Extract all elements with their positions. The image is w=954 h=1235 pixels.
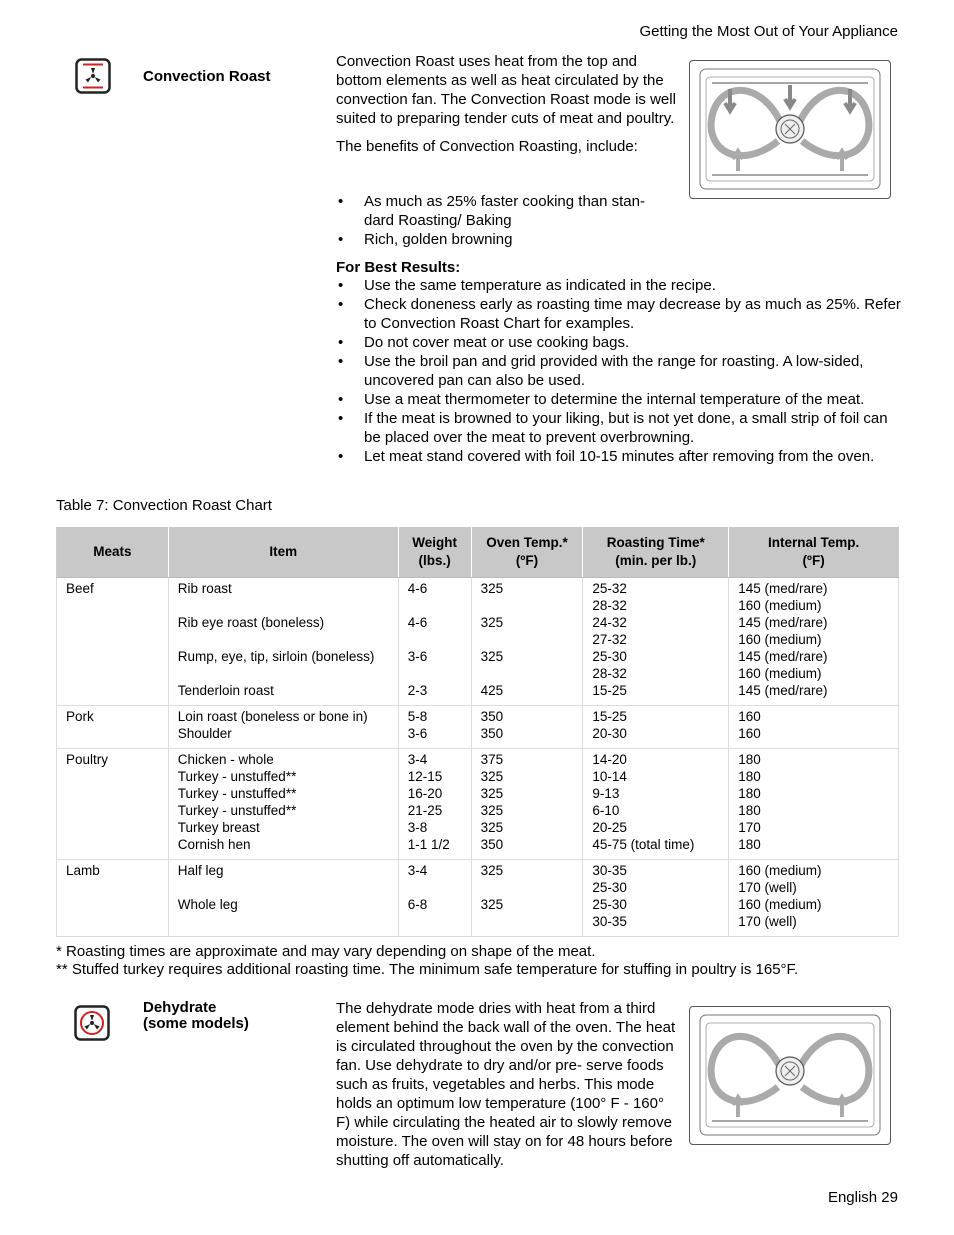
weight-cell: 4-6 4-6 3-6 2-3 [398,578,471,706]
table-row [57,860,899,937]
oven-temp-cell: 350 350 [471,706,583,749]
benefits-list [336,192,671,249]
list-item: • Let meat stand covered with foil 10-15 minutes after removing from the oven. [336,447,901,466]
list-item: • Use the broil pan and grid provided with the range for roasting. A low-sided, uncovered pan can also be used. [336,352,901,390]
convection-roast-oven-diagram [689,60,891,199]
column-header-weight: Weight (lbs.) [398,527,471,578]
convection-fan-icon [75,58,111,94]
oven-temp-cell: 375 325 325 325 325 350 [471,749,583,860]
item-cell: Loin roast (boneless or bone in) Shoulder [168,706,398,749]
meat-cell: Pork [57,706,169,749]
dehydrate-title: Dehydrate (some models) [143,999,249,1032]
dehydrate-oven-diagram [689,1006,891,1145]
oven-temp-cell: 325 325 [471,860,583,937]
convection-roast-table [56,526,899,937]
roasting-time-cell: 15-25 20-30 [583,706,729,749]
table-row [57,578,899,706]
roasting-time-cell: 25-32 28-32 24-32 27-32 25-30 28-32 15-25 [583,578,729,706]
list-item: • Do not cover meat or use cooking bags. [336,333,901,352]
list-item: • Use the same temperature as indicated in the recipe. [336,276,901,295]
dehydrate-description: The dehydrate mode dries with heat from a third element behind the back wall of the oven. The heat is circulated throughout the oven by the convection fan. Use dehydrate to dry and/or pre- serve foods such as fruits, vegetables and herbs. This mode holds an optimum low temperature (100° F - 160° F) while circulating the heated air to slowly remove moisture. The oven will stay on for 48 hours before shutting off automatically. [336,1000,676,1169]
internal-temp-cell: 145 (med/rare) 160 (medium) 145 (med/rare) 160 (medium) 145 (med/rare) 160 (medium) 145 (med/rare) [729,578,899,706]
running-header: Getting the Most Out of Your Appliance [639,23,898,40]
meat-cell: Lamb [57,860,169,937]
table-caption: Table 7: Convection Roast Chart [56,497,272,514]
list-item: • As much as 25% faster cooking than stan- dard Roasting/ Baking [336,192,671,230]
internal-temp-cell: 160 (medium) 170 (well) 160 (medium) 170 (well) [729,860,899,937]
column-header-oven-temp: Oven Temp.* (ºF) [471,527,583,578]
roasting-time-cell: 14-20 10-14 9-13 6-10 20-25 45-75 (total time) [583,749,729,860]
best-results-title: For Best Results: [336,259,461,276]
best-results-list [336,276,901,466]
list-item: • Rich, golden browning [336,230,671,249]
intro-paragraph: Convection Roast uses heat from the top and bottom elements as well as heat circulated by the convection fan. The Convection Roast mode is well suited to preparing tender cuts of meat and poultry. [336,53,676,127]
column-header-roasting-time: Roasting Time* (min. per lb.) [583,527,729,578]
table-row [57,749,899,860]
roasting-time-cell: 30-35 25-30 25-30 30-35 [583,860,729,937]
column-header-internal-temp: Internal Temp. (ºF) [729,527,899,578]
column-header-meats: Meats [57,527,169,578]
column-header-item: Item [168,527,398,578]
list-item: • If the meat is browned to your liking, but is not yet done, a small strip of foil can be placed over the meat to prevent overbrowning. [336,409,901,447]
meat-cell: Poultry [57,749,169,860]
table-footnotes [56,943,798,979]
footnote: ** Stuffed turkey requires additional roasting time. The minimum safe temperature for stuffing in poultry is 165°F. [56,961,799,978]
item-cell: Chicken - whole Turkey - unstuffed** Turkey - unstuffed** Turkey - unstuffed** Turkey breast Cornish hen [168,749,398,860]
dehydrate-fan-icon [74,1005,110,1041]
page-number: English 29 [827,1189,898,1206]
convection-roast-intro [336,52,676,156]
internal-temp-cell: 160 160 [729,706,899,749]
weight-cell: 3-4 12-15 16-20 21-25 3-8 1-1 1/2 [398,749,471,860]
oven-temp-cell: 325 325 325 425 [471,578,583,706]
item-cell: Rib roast Rib eye roast (boneless) Rump, eye, tip, sirloin (boneless) Tenderloin roast [168,578,398,706]
weight-cell: 3-4 6-8 [398,860,471,937]
meat-cell: Beef [57,578,169,706]
footnote: * Roasting times are approximate and may vary depending on shape of the meat. [56,943,596,960]
item-cell: Half leg Whole leg [168,860,398,937]
convection-roast-title: Convection Roast [143,68,271,85]
weight-cell: 5-8 3-6 [398,706,471,749]
list-item: • Use a meat thermometer to determine the internal temperature of the meat. [336,390,901,409]
list-item: • Check doneness early as roasting time may decrease by as much as 25%. Refer to Convection Roast Chart for examples. [336,295,901,333]
table-row [57,706,899,749]
internal-temp-cell: 180 180 180 180 170 180 [729,749,899,860]
benefits-intro: The benefits of Convection Roasting, include: [336,138,638,155]
table-header-row [57,527,899,578]
